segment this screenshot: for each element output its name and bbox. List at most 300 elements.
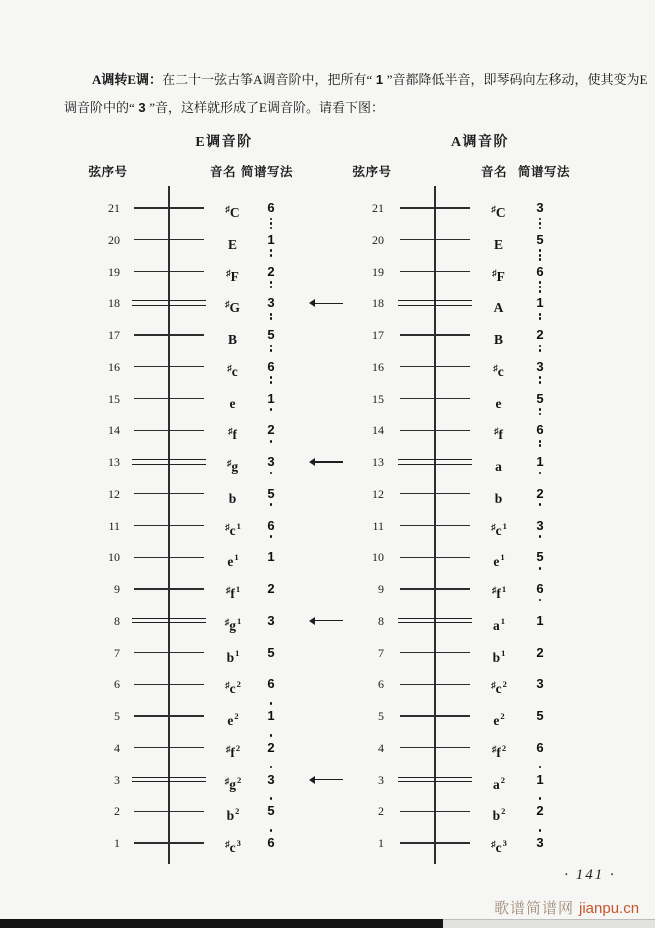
note-name bbox=[201, 485, 265, 506]
string-number: 21 bbox=[372, 201, 384, 215]
quoted-number-1: 1 bbox=[372, 72, 387, 87]
note-octave-superscript: 2 bbox=[502, 679, 507, 690]
octave-dot-below bbox=[539, 249, 542, 252]
note-name bbox=[467, 802, 531, 824]
octave-dot-below bbox=[270, 227, 273, 230]
note-letter: e bbox=[493, 713, 500, 728]
watermark-site-name: 歌谱简谱网 bbox=[494, 900, 575, 917]
note-octave-superscript: 3 bbox=[502, 838, 507, 848]
note-letter: a bbox=[493, 776, 500, 792]
note-letter: G bbox=[229, 300, 240, 316]
note-octave-superscript: 2 bbox=[501, 806, 506, 817]
octave-dot-below bbox=[539, 599, 542, 602]
jianpu-digit: 2 bbox=[267, 263, 275, 279]
jianpu-digit: 6 bbox=[267, 200, 275, 215]
string-line-thick bbox=[398, 777, 472, 783]
string-line bbox=[400, 715, 470, 716]
string-line bbox=[400, 493, 470, 494]
note-octave-superscript: 1 bbox=[501, 584, 507, 594]
note-letter: A bbox=[493, 300, 504, 316]
string-number: 20 bbox=[372, 232, 384, 247]
note-letter: C bbox=[495, 205, 506, 220]
string-number: 3 bbox=[378, 772, 384, 787]
note-letter: c bbox=[497, 363, 504, 379]
note-name bbox=[201, 517, 265, 538]
string-number: 19 bbox=[372, 264, 384, 279]
note-name bbox=[467, 834, 531, 855]
jianpu-digit: 1 bbox=[267, 549, 275, 565]
note-letter: f bbox=[230, 744, 235, 760]
jianpu-digit: 2 bbox=[536, 327, 544, 342]
jianpu-digit: 2 bbox=[267, 581, 275, 596]
paragraph-lead: A调转E调： bbox=[92, 72, 163, 87]
note-octave-superscript: 1 bbox=[502, 520, 507, 531]
string-number: 8 bbox=[114, 613, 120, 628]
note-name bbox=[467, 517, 531, 538]
jianpu-digit: 3 bbox=[536, 835, 544, 850]
string-number: 2 bbox=[114, 804, 120, 819]
jianpu-digit: 3 bbox=[536, 517, 544, 533]
jianpu-digit: 1 bbox=[536, 454, 544, 469]
string-line bbox=[400, 652, 470, 653]
jianpu-digit: 1 bbox=[536, 771, 544, 787]
jianpu-digit: 3 bbox=[536, 200, 544, 215]
string-line-thick bbox=[398, 459, 472, 465]
string-line-thick bbox=[132, 459, 206, 465]
sharp-sign-icon: ♯ bbox=[226, 267, 231, 278]
sharp-sign-icon: ♯ bbox=[225, 743, 231, 754]
note-name bbox=[467, 548, 531, 570]
jianpu-digit: 5 bbox=[536, 231, 544, 247]
jianpu-digit: 3 bbox=[267, 454, 275, 469]
column-header-note-name: 音名 bbox=[480, 165, 507, 179]
string-line-thick bbox=[398, 300, 472, 306]
note-letter: E bbox=[227, 236, 237, 252]
string-number: 18 bbox=[372, 296, 384, 311]
sharp-sign-icon: ♯ bbox=[225, 585, 231, 595]
string-number: 17 bbox=[108, 328, 120, 342]
octave-dot-below bbox=[539, 376, 542, 379]
sharp-sign-icon: ♯ bbox=[224, 775, 230, 786]
note-name bbox=[201, 739, 265, 760]
note-name bbox=[201, 834, 265, 855]
octave-dot-above bbox=[270, 702, 273, 705]
shift-left-arrow-icon bbox=[309, 617, 343, 625]
string-number: 3 bbox=[114, 772, 120, 787]
jianpu-digit: 3 bbox=[536, 676, 544, 692]
note-octave-superscript: 1 bbox=[235, 584, 241, 594]
string-number: 20 bbox=[108, 232, 120, 247]
octave-dot-below bbox=[539, 408, 542, 411]
octave-dot-below bbox=[270, 376, 273, 379]
jianpu-digit: 2 bbox=[536, 485, 544, 501]
note-letter: b bbox=[228, 490, 237, 506]
string-line bbox=[400, 588, 470, 589]
jianpu-digit: 6 bbox=[536, 422, 544, 438]
note-octave-superscript: 1 bbox=[500, 552, 505, 563]
octave-dot-below bbox=[539, 227, 542, 230]
paragraph-text: 调音阶中的“ bbox=[64, 100, 135, 115]
note-octave-superscript: 2 bbox=[235, 742, 241, 753]
intro-paragraph bbox=[64, 66, 647, 122]
jianpu-digit: 3 bbox=[536, 358, 544, 374]
note-name bbox=[201, 548, 265, 570]
string-number: 10 bbox=[372, 550, 384, 565]
octave-dot-below bbox=[539, 567, 542, 570]
note-letter: B bbox=[227, 332, 237, 347]
jianpu-digit: 1 bbox=[536, 295, 544, 311]
note-octave-superscript: 2 bbox=[236, 679, 241, 690]
note-letter: c bbox=[229, 840, 236, 855]
octave-dot-below bbox=[539, 535, 542, 538]
jianpu-digit: 6 bbox=[267, 835, 275, 850]
note-letter: g bbox=[231, 459, 239, 474]
string-line bbox=[134, 334, 204, 335]
column-header-note-name: 音名 bbox=[209, 165, 236, 179]
string-line bbox=[134, 366, 204, 367]
string-number: 11 bbox=[108, 518, 120, 533]
string-line bbox=[134, 430, 204, 431]
note-letter: f bbox=[232, 427, 237, 443]
octave-dot-below bbox=[270, 317, 273, 320]
note-letter: c bbox=[495, 681, 502, 697]
note-name bbox=[201, 802, 265, 824]
scan-edge-shadow bbox=[443, 919, 655, 928]
string-number: 9 bbox=[114, 582, 120, 596]
note-octave-superscript: 1 bbox=[501, 647, 506, 658]
string-line bbox=[134, 239, 204, 240]
note-letter: b bbox=[226, 808, 235, 824]
string-line bbox=[134, 493, 204, 494]
string-number: 8 bbox=[378, 613, 384, 628]
string-number: 4 bbox=[378, 740, 384, 755]
string-number: 10 bbox=[108, 550, 120, 565]
jianpu-digit: 5 bbox=[267, 803, 275, 819]
octave-dot-above bbox=[539, 766, 542, 769]
note-octave-superscript: 2 bbox=[237, 774, 242, 785]
string-number: 17 bbox=[372, 328, 384, 342]
string-line bbox=[400, 207, 470, 208]
octave-dot-above bbox=[270, 766, 273, 769]
string-line-thick bbox=[132, 300, 206, 306]
string-number: 18 bbox=[108, 296, 120, 311]
column-title-a: A调音阶 bbox=[450, 135, 510, 150]
note-letter: F bbox=[230, 268, 239, 284]
note-letter: e bbox=[493, 554, 500, 570]
jianpu-digit: 5 bbox=[536, 708, 544, 723]
string-number: 11 bbox=[372, 518, 384, 533]
arrow-shaft bbox=[313, 461, 343, 462]
note-letter: g bbox=[229, 617, 236, 633]
jianpu-digit: 1 bbox=[267, 231, 275, 247]
octave-dot-below bbox=[539, 317, 542, 320]
string-number: 5 bbox=[114, 709, 120, 723]
jianpu-digit: 1 bbox=[267, 708, 275, 723]
octave-dot-below bbox=[539, 218, 542, 221]
jianpu-digit: 2 bbox=[267, 422, 275, 438]
note-name bbox=[201, 675, 265, 697]
note-name bbox=[467, 485, 531, 506]
octave-dot-below bbox=[270, 535, 273, 538]
octave-dot-below bbox=[539, 381, 542, 384]
sharp-sign-icon: ♯ bbox=[227, 362, 232, 373]
string-line bbox=[134, 652, 204, 653]
note-letter: b bbox=[492, 808, 501, 824]
string-line bbox=[134, 684, 204, 685]
note-name bbox=[201, 707, 265, 728]
arrow-shaft bbox=[313, 620, 343, 621]
string-line bbox=[134, 398, 204, 399]
string-number: 7 bbox=[114, 645, 120, 660]
octave-dot-below bbox=[270, 286, 273, 289]
octave-dot-below bbox=[270, 345, 273, 348]
sharp-sign-icon: ♯ bbox=[226, 458, 232, 468]
note-letter: c bbox=[229, 681, 236, 697]
octave-dot-below bbox=[270, 313, 273, 316]
note-letter: E bbox=[493, 236, 503, 252]
string-line bbox=[134, 271, 204, 272]
string-line bbox=[400, 747, 470, 748]
note-name bbox=[467, 453, 531, 474]
sharp-sign-icon: ♯ bbox=[224, 616, 230, 627]
string-line bbox=[134, 747, 204, 748]
watermark bbox=[494, 897, 639, 918]
arrow-shaft bbox=[313, 303, 343, 304]
string-number: 1 bbox=[114, 836, 120, 850]
octave-dot-below bbox=[270, 349, 273, 352]
sharp-sign-icon: ♯ bbox=[493, 362, 498, 373]
sharp-sign-icon: ♯ bbox=[225, 680, 230, 691]
page-number: · 141 · bbox=[564, 867, 616, 883]
jianpu-digit: 6 bbox=[267, 358, 275, 374]
note-name bbox=[201, 390, 265, 411]
octave-dot-below bbox=[270, 218, 273, 221]
note-name bbox=[467, 612, 531, 633]
jianpu-digit: 5 bbox=[536, 390, 544, 406]
note-octave-superscript: 2 bbox=[500, 774, 505, 785]
note-name bbox=[201, 453, 265, 474]
string-number: 16 bbox=[372, 359, 384, 374]
note-name bbox=[201, 199, 265, 220]
note-letter: f bbox=[496, 586, 501, 601]
note-name bbox=[467, 294, 531, 316]
string-number: 12 bbox=[372, 486, 384, 501]
jianpu-digit: 1 bbox=[267, 390, 275, 406]
note-name bbox=[467, 231, 531, 252]
note-letter: g bbox=[229, 776, 236, 792]
octave-dot-below bbox=[270, 249, 273, 252]
string-number: 12 bbox=[108, 486, 120, 501]
octave-dot-below bbox=[270, 254, 273, 257]
octave-dot-below bbox=[539, 313, 542, 316]
octave-dot-below bbox=[270, 440, 273, 443]
note-letter: e bbox=[495, 395, 502, 411]
note-letter: a bbox=[495, 459, 502, 474]
note-name bbox=[201, 263, 265, 284]
note-name bbox=[467, 707, 531, 728]
note-octave-superscript: 2 bbox=[235, 806, 240, 817]
string-line bbox=[400, 239, 470, 240]
string-line bbox=[134, 525, 204, 526]
jianpu-digit: 6 bbox=[536, 263, 544, 279]
string-line bbox=[400, 398, 470, 399]
sharp-sign-icon: ♯ bbox=[491, 680, 496, 691]
octave-dot-below bbox=[539, 286, 542, 289]
jianpu-digit: 6 bbox=[267, 517, 275, 533]
quoted-number-3: 3 bbox=[134, 100, 150, 115]
octave-dot-above bbox=[539, 829, 542, 832]
jianpu-digit: 2 bbox=[536, 644, 544, 660]
string-line bbox=[134, 207, 204, 208]
column-header-string-no: 弦序号 bbox=[88, 165, 128, 179]
note-name bbox=[467, 675, 531, 697]
note-name bbox=[201, 612, 265, 633]
note-name bbox=[467, 771, 531, 792]
string-line bbox=[400, 557, 470, 558]
paragraph-line-2 bbox=[64, 94, 647, 122]
sharp-sign-icon: ♯ bbox=[491, 743, 497, 754]
note-letter: B bbox=[493, 332, 503, 347]
jianpu-digit: 6 bbox=[536, 581, 544, 596]
string-line bbox=[400, 366, 470, 367]
jianpu-digit: 5 bbox=[267, 327, 275, 342]
octave-dot-below bbox=[270, 281, 273, 284]
note-octave-superscript: 1 bbox=[236, 520, 241, 531]
paragraph-text: 在二十一弦古筝A调音阶中，把所有“ bbox=[162, 72, 373, 87]
note-name bbox=[201, 644, 265, 665]
paragraph-text: ”音都降低半音，即琴码向左移动，使其变为E bbox=[386, 72, 648, 87]
note-name bbox=[467, 326, 531, 347]
octave-dot-below bbox=[539, 281, 542, 284]
string-number: 13 bbox=[108, 455, 120, 469]
octave-dot-below bbox=[539, 345, 542, 348]
string-number: 19 bbox=[108, 264, 120, 279]
note-octave-superscript: 1 bbox=[234, 552, 239, 563]
octave-dot-below bbox=[539, 413, 542, 416]
note-octave-superscript: 1 bbox=[500, 615, 505, 626]
jianpu-digit: 3 bbox=[267, 771, 275, 787]
string-number: 7 bbox=[378, 645, 384, 660]
octave-dot-below bbox=[539, 258, 542, 261]
note-letter: C bbox=[229, 205, 240, 220]
note-octave-superscript: 1 bbox=[235, 647, 240, 658]
jianpu-digit: 5 bbox=[267, 644, 275, 660]
sharp-sign-icon: ♯ bbox=[494, 426, 499, 437]
column-header-string-no: 弦序号 bbox=[352, 165, 392, 179]
string-number: 6 bbox=[114, 677, 120, 692]
jianpu-digit: 3 bbox=[267, 295, 275, 311]
string-line bbox=[400, 271, 470, 272]
jianpu-digit: 3 bbox=[267, 612, 275, 628]
string-line bbox=[400, 684, 470, 685]
string-line bbox=[134, 557, 204, 558]
sharp-sign-icon: ♯ bbox=[225, 839, 230, 849]
sharp-sign-icon: ♯ bbox=[491, 204, 496, 214]
octave-dot-below bbox=[270, 222, 273, 225]
jianpu-digit: 5 bbox=[267, 485, 275, 501]
string-number: 14 bbox=[372, 423, 384, 438]
note-name bbox=[467, 358, 531, 379]
note-name bbox=[201, 771, 265, 792]
note-name bbox=[201, 421, 265, 443]
note-letter: c bbox=[229, 522, 236, 538]
string-number: 15 bbox=[108, 391, 120, 406]
sharp-sign-icon: ♯ bbox=[225, 204, 230, 214]
note-octave-superscript: 2 bbox=[501, 742, 507, 753]
string-line bbox=[400, 811, 470, 812]
string-number: 9 bbox=[378, 582, 384, 596]
note-letter: e bbox=[227, 713, 234, 728]
paragraph-text: ”音，这样就形成了E调音阶。请看下图： bbox=[149, 100, 384, 115]
string-number: 6 bbox=[378, 677, 384, 692]
sharp-sign-icon: ♯ bbox=[491, 521, 496, 532]
string-line bbox=[134, 715, 204, 716]
octave-dot-above bbox=[270, 734, 273, 737]
note-letter: a bbox=[493, 617, 500, 633]
note-letter: e bbox=[229, 395, 236, 411]
string-line bbox=[134, 588, 204, 589]
jianpu-digit: 6 bbox=[267, 676, 275, 692]
note-letter: b bbox=[494, 490, 503, 506]
note-octave-superscript: 3 bbox=[236, 838, 241, 848]
note-letter: F bbox=[496, 268, 505, 284]
string-number: 21 bbox=[108, 201, 120, 215]
string-line-thick bbox=[132, 777, 206, 783]
octave-dot-below bbox=[270, 503, 273, 506]
string-number: 15 bbox=[372, 391, 384, 406]
note-name bbox=[467, 580, 531, 601]
octave-dot-below bbox=[539, 222, 542, 225]
string-number: 5 bbox=[378, 709, 384, 723]
octave-dot-above bbox=[270, 829, 273, 832]
sharp-sign-icon: ♯ bbox=[224, 299, 230, 310]
string-number: 16 bbox=[108, 359, 120, 374]
octave-dot-below bbox=[270, 408, 273, 411]
string-number: 14 bbox=[108, 423, 120, 438]
octave-dot-above bbox=[539, 797, 542, 800]
octave-dot-above bbox=[270, 797, 273, 800]
string-number: 2 bbox=[378, 804, 384, 819]
note-letter: b bbox=[492, 649, 501, 665]
octave-dot-below bbox=[539, 254, 542, 257]
octave-dot-below bbox=[539, 440, 542, 443]
octave-dot-below bbox=[539, 444, 542, 447]
octave-dot-below bbox=[539, 503, 542, 506]
note-letter: c bbox=[495, 840, 502, 855]
note-letter: f bbox=[230, 586, 235, 601]
note-letter: c bbox=[495, 522, 502, 538]
note-octave-superscript: 2 bbox=[500, 711, 505, 721]
arrow-shaft bbox=[313, 779, 343, 780]
note-name bbox=[201, 326, 265, 347]
jianpu-digit: 1 bbox=[536, 612, 544, 628]
octave-dot-below bbox=[270, 381, 273, 384]
shift-left-arrow-icon bbox=[309, 299, 343, 307]
note-letter: e bbox=[227, 554, 234, 570]
octave-dot-below bbox=[539, 349, 542, 352]
note-letter: f bbox=[498, 427, 503, 443]
note-name bbox=[467, 421, 531, 443]
shift-left-arrow-icon bbox=[309, 776, 343, 784]
note-letter: c bbox=[231, 363, 238, 379]
string-line bbox=[400, 525, 470, 526]
sharp-sign-icon: ♯ bbox=[225, 521, 230, 532]
string-number: 4 bbox=[114, 740, 120, 755]
sharp-sign-icon: ♯ bbox=[491, 839, 496, 849]
note-letter: f bbox=[496, 744, 501, 760]
string-line bbox=[134, 842, 204, 843]
note-name bbox=[201, 580, 265, 601]
